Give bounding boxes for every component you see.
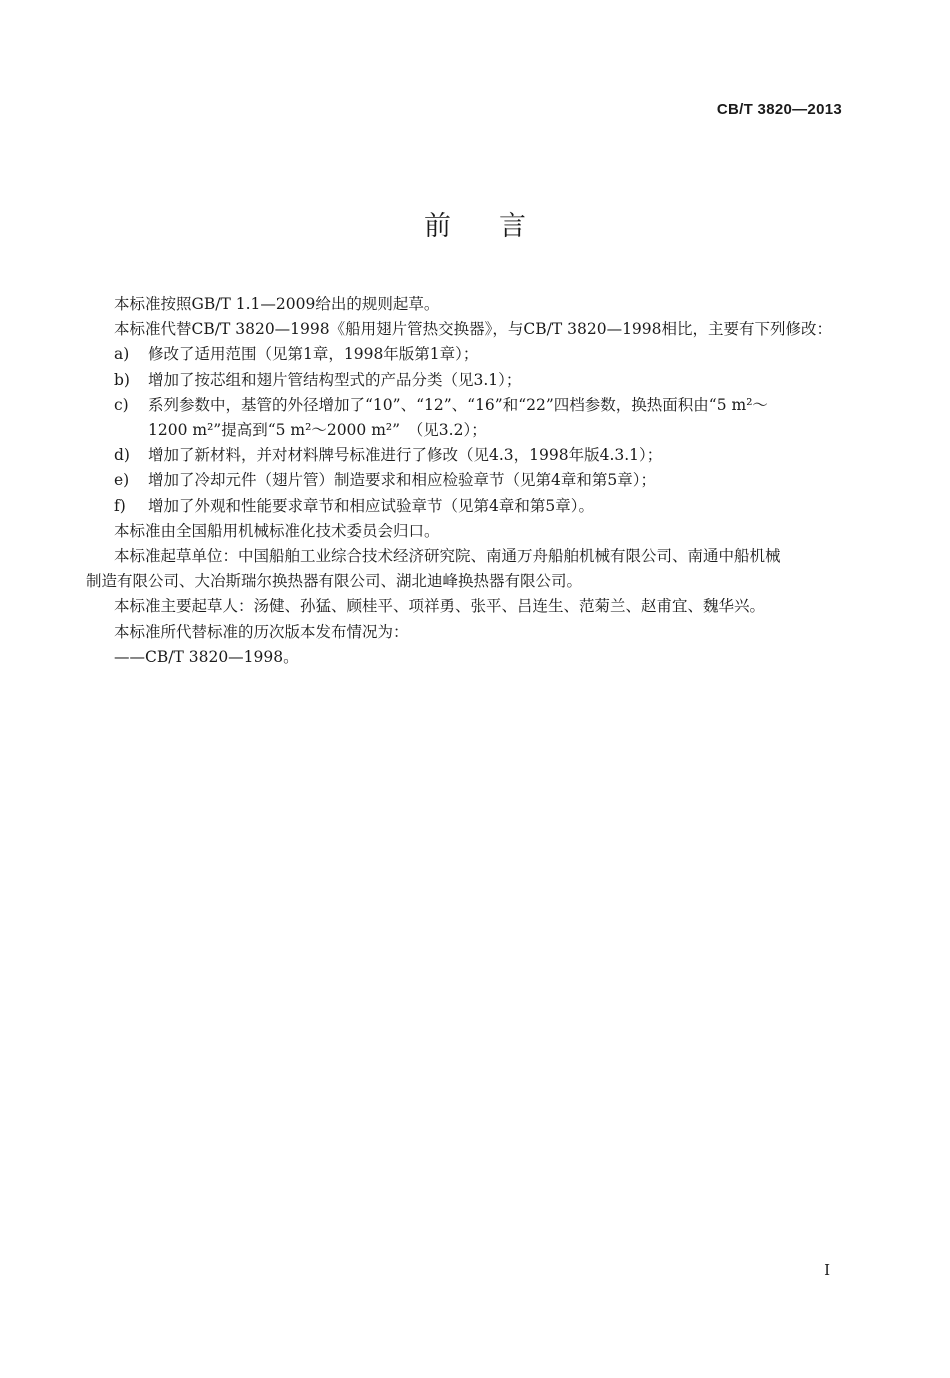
page-title: 前言 [424, 211, 574, 242]
list-item-mark: f) [114, 496, 126, 515]
list-item-mark: e) [114, 471, 130, 490]
paragraph-history: 本标准所代替标准的历次版本发布情况为： [114, 622, 409, 641]
list-item [114, 443, 849, 468]
list-item [114, 468, 849, 493]
paragraph-drafting-units: 本标准起草单位：中国船舶工业综合技术经济研究院、南通万舟船舶机械有限公司、南通中船机械 [114, 547, 781, 566]
paragraph-previous-version: ——CB/T 3820—1998。 [114, 647, 299, 666]
foreword-body [86, 292, 849, 670]
list-item-text: 增加了外观和性能要求章节和相应试验章节（见第4章和第5章）。 [148, 496, 594, 515]
list-item-mark: b) [114, 370, 130, 389]
list-item-text: 增加了新材料，并对材料牌号标准进行了修改（见4.3，1998年版4.3.1）； [148, 446, 663, 465]
standard-code: CB/T 3820—2013 [716, 101, 842, 118]
page-number: I [824, 1261, 830, 1279]
paragraph-committee: 本标准由全国船用机械标准化技术委员会归口。 [114, 521, 440, 540]
list-item-text: 系列参数中，基管的外径增加了“10”、“12”、“16”和“22”四档参数，换热面积由“5 m²～ [148, 395, 768, 414]
list-item [114, 494, 849, 519]
list-item [114, 342, 849, 367]
list-item-mark: d) [114, 446, 130, 465]
list-item-mark: c) [114, 395, 129, 414]
paragraph-drafters: 本标准主要起草人：汤健、孙猛、顾桂平、项祥勇、张平、吕连生、范菊兰、赵甫宜、魏华兴。 [114, 597, 766, 616]
list-item-mark: a) [114, 345, 130, 364]
paragraph-replacement: 本标准代替CB/T 3820—1998《船用翅片管热交换器》，与CB/T 3820—1998相比，主要有下列修改： [114, 320, 833, 339]
list-item-text: 增加了按芯组和翅片管结构型式的产品分类（见3.1）； [148, 370, 522, 389]
list-item [114, 393, 849, 418]
list-item [114, 368, 849, 393]
list-item-text: 修改了适用范围（见第1章，1998年版第1章）； [148, 345, 479, 364]
paragraph-drafting-units-continued: 制造有限公司、大冶斯瑞尔换热器有限公司、湖北迪峰换热器有限公司。 [86, 572, 583, 591]
list-item-continuation: 1200 m²”提高到“5 m²～2000 m²” （见3.2）； [148, 421, 487, 440]
paragraph-drafting-rule: 本标准按照GB/T 1.1—2009给出的规则起草。 [114, 295, 440, 313]
list-item-text: 增加了冷却元件（翅片管）制造要求和相应检验章节（见第4章和第5章）； [148, 471, 656, 490]
